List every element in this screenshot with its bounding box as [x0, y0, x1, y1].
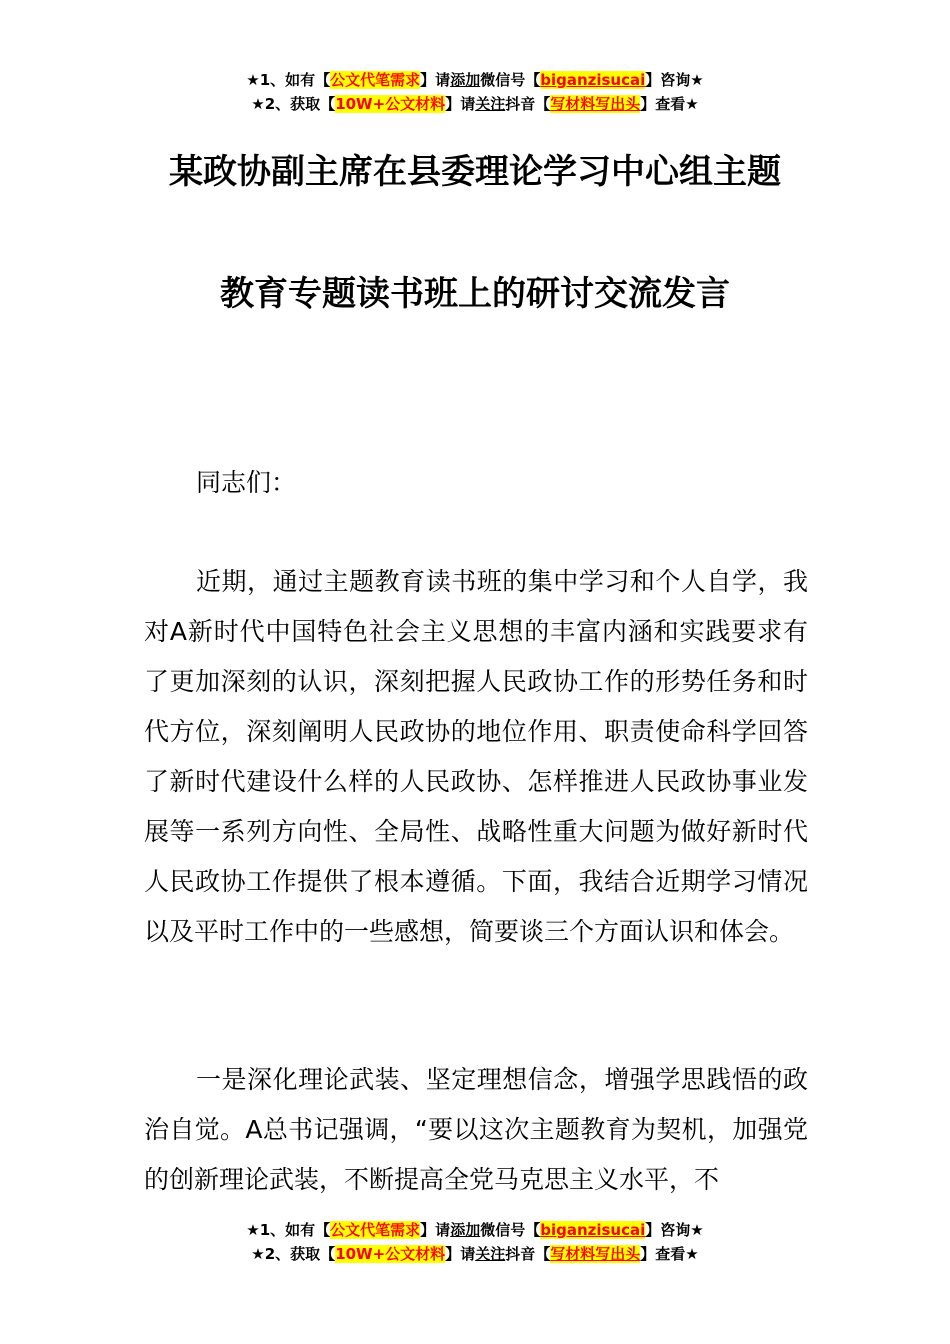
- banner-text: 】查看★: [640, 95, 699, 113]
- banner-text-underlined: 添加: [450, 1221, 481, 1239]
- banner-text: 】咨询★: [645, 71, 704, 89]
- banner-highlight-materials: 10W+公文材料: [335, 1245, 446, 1263]
- document-title-line-2: 教育专题读书班上的研讨交流发言: [220, 274, 730, 314]
- document-title-line-1: 某政协副主席在县委理论学习中心组主题: [169, 152, 781, 192]
- banner-text-underlined: 添加: [450, 71, 481, 89]
- banner-text: ★1、如有【: [246, 71, 331, 89]
- banner-highlight-douyin: 写材料写出头: [550, 95, 641, 113]
- greeting: 同志们：: [196, 468, 297, 497]
- banner-line-2: [0, 92, 950, 116]
- banner-text: 】请: [445, 95, 476, 113]
- banner-text: 】请: [445, 1245, 476, 1263]
- banner-text: ★2、获取【: [251, 95, 336, 113]
- banner-text: 】咨询★: [645, 1221, 704, 1239]
- footer-banner: [0, 1218, 950, 1266]
- banner-highlight-douyin: 写材料写出头: [550, 1245, 641, 1263]
- banner-highlight-service: 公文代笔需求: [330, 71, 421, 89]
- banner-highlight-wechat: biganzisucai: [540, 1221, 646, 1239]
- banner-text: 】请: [420, 1221, 451, 1239]
- banner-text: 】请: [420, 71, 451, 89]
- body-paragraph-2: [144, 1055, 808, 1205]
- banner-text-underlined: 关注: [475, 1245, 506, 1263]
- banner-highlight-wechat: biganzisucai: [540, 71, 646, 89]
- banner-text: 微信号【: [480, 71, 541, 89]
- banner-text: ★1、如有【: [246, 1221, 331, 1239]
- banner-text: 】查看★: [640, 1245, 699, 1263]
- banner-highlight-materials: 10W+公文材料: [335, 95, 446, 113]
- banner-text: 抖音【: [505, 95, 551, 113]
- banner-highlight-service: 公文代笔需求: [330, 1221, 421, 1239]
- body-paragraph-1: [144, 557, 808, 957]
- banner-text: 抖音【: [505, 1245, 551, 1263]
- banner-line-2: [0, 1242, 950, 1266]
- paragraph-text: 近期，通过主题教育读书班的集中学习和个人自学，我对A新时代中国特色社会主义思想的丰富内涵和实践要求有了更加深刻的认识，深刻把握人民政协工作的形势任务和时代方位，深刻阐明人民政协的地位作用、职责使命科学回答了新时代建设什么样的人民政协、怎样推进人民政协事业发展等一系列方向性、全局性、战略性重大问题为做好新时代人民政协工作提供了根本遵循。下面，我结合近期学习情况以及平时工作中的一些感想，简要谈三个方面认识和体会。: [144, 567, 808, 946]
- paragraph-text: 一是深化理论武装、坚定理想信念，增强学思践悟的政治自觉。A总书记强调，“要以这次主题教育为契机，加强党的创新理论武装，不断提高全党马克思主义水平，不: [144, 1065, 808, 1194]
- banner-text-underlined: 关注: [475, 95, 506, 113]
- banner-text: 微信号【: [480, 1221, 541, 1239]
- header-banner: [0, 68, 950, 116]
- banner-line-1: [0, 1218, 950, 1242]
- banner-line-1: [0, 68, 950, 92]
- banner-text: ★2、获取【: [251, 1245, 336, 1263]
